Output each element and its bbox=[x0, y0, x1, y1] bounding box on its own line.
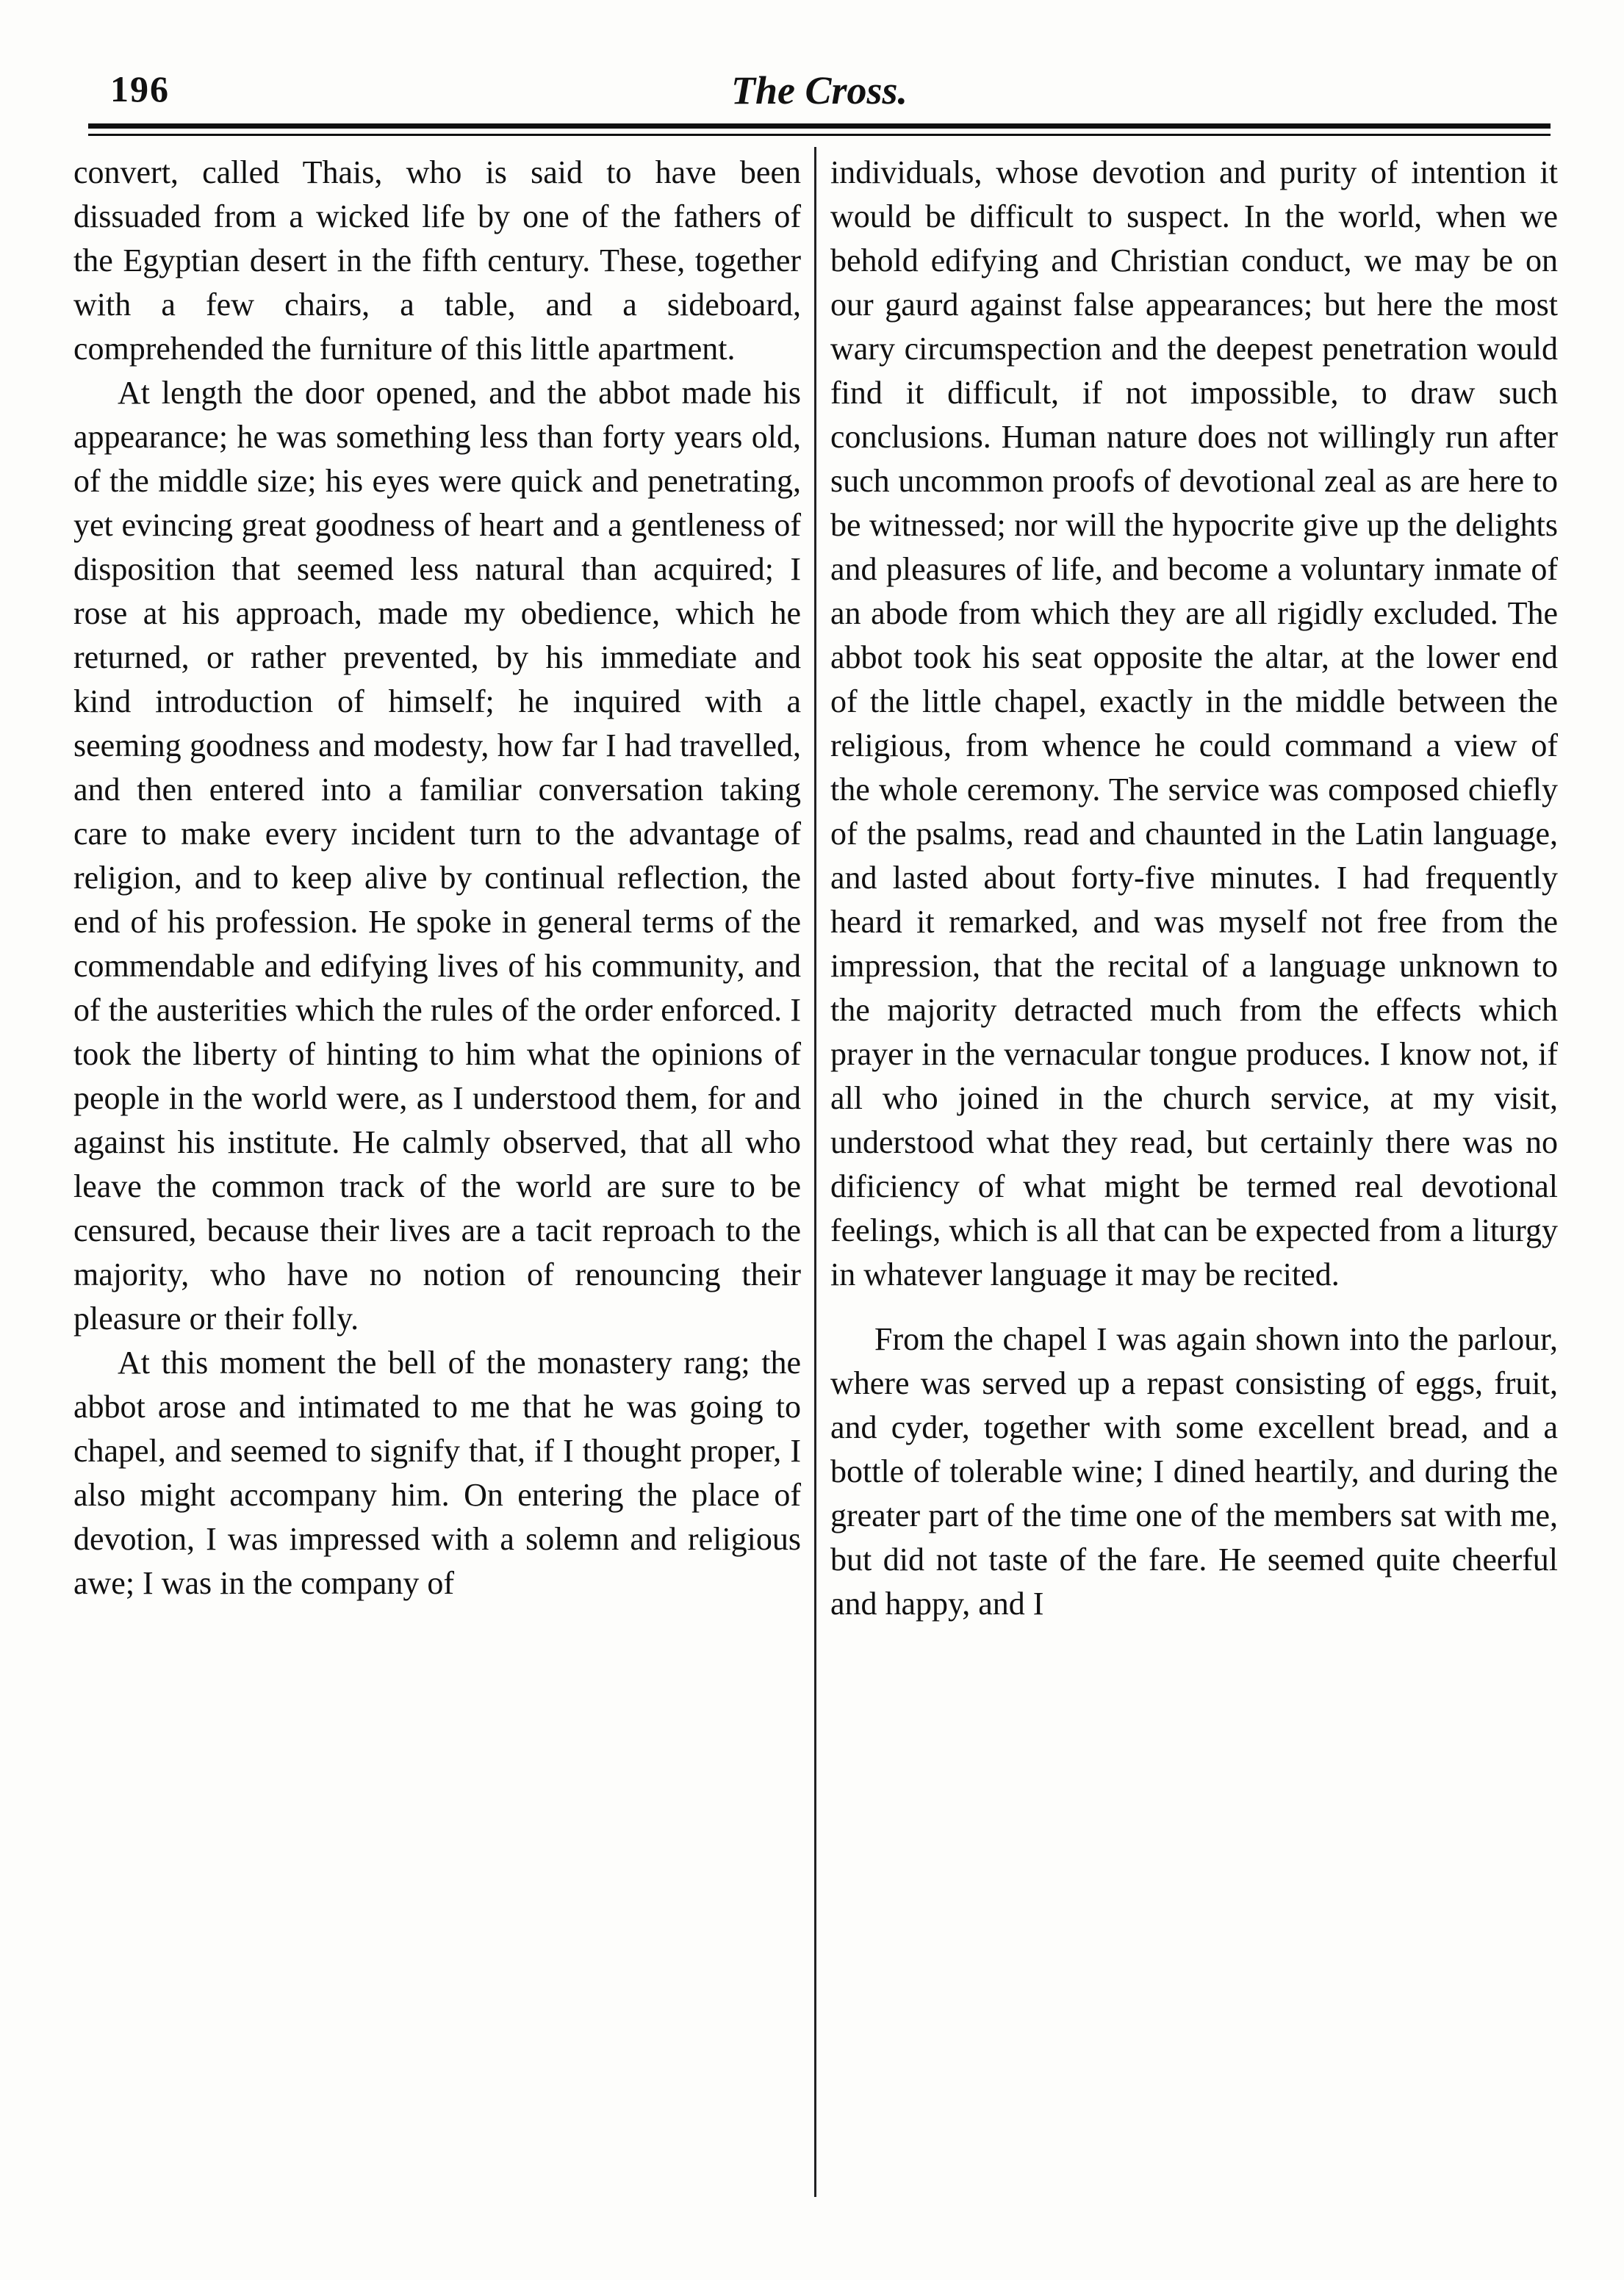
left-paragraph-3: At this moment the bell of the monastery rang; the abbot arose and intimated to me that he was going to chapel, and seemed to signify that, if I thought proper, I also might accompany him. On entering the place of devotion, I was impressed with a solemn and religious awe; I was in the company of bbox=[73, 1345, 801, 1601]
left-column bbox=[73, 151, 801, 1605]
right-column bbox=[830, 151, 1558, 1626]
page-number: 196 bbox=[110, 68, 170, 109]
left-paragraph-2: At length the door opened, and the abbot made his appearance; he was something less than forty years old, of the middle size; his eyes were quick and penetrating, yet evincing great goodness of heart and a gentleness of disposition that seemed less natural than acquired; I rose at his approach, made my obedience, which he returned, or rather prevented, by his immediate and kind introduction of himself; he inquired with a seeming goodness and modesty, how far I had travelled, and then entered into a familiar conversation taking care to make every incident turn to the advantage of religion, and to keep alive by continual reflection, the end of his profession. He spoke in general terms of the commendable and edifying lives of his community, and of the austerities which the rules of the order enforced. I took the liberty of hinting to him what the opinions of people in the world were, as I understood them, for and against his institute. He calmly observed, that all who leave the common track of the world are sure to be censured, because their lives are a tacit reproach to the majority, who have no notion of renouncing their pleasure or their folly. bbox=[73, 375, 801, 1337]
header-rule bbox=[88, 123, 1551, 129]
column-divider bbox=[814, 147, 816, 2197]
right-paragraph-2: From the chapel I was again shown into the parlour, where was served up a repast consisting of eggs, fruit, and cyder, together with some excellent bread, and a bottle of tolerable wine; I dined heartily, and during the greater part of the time one of the members sat with me, but did not taste of the fare. He seemed quite cheerful and happy, and I bbox=[830, 1321, 1558, 1622]
page-header bbox=[81, 68, 1558, 119]
header-rule-thin bbox=[88, 134, 1551, 136]
right-paragraph-1: individuals, whose devotion and purity of intention it would be difficult to suspect. In the world, when we behold edifying and Christian conduct, we may be on our gaurd against false appearances; but here the most wary circumspection and the deepest penetration would find it difficult, if not impossible, to draw such conclusions. Human nature does not willingly run after such uncommon proofs of devotional zeal as are here to be witnessed; nor will the hypocrite give up the delights and pleasures of life, and become a voluntary inmate of an abode from which they are all rigidly excluded. The abbot took his seat opposite the altar, at the lower end of the little chapel, exactly in the middle between the religious, from whence he could command a view of the whole ceremony. The service was composed chiefly of the psalms, read and chaunted in the Latin language, and lasted about forty-five minutes. I had frequently heard it remarked, and was myself not free from the impression, that the recital of a language unknown to the majority detracted much from the effects which prayer in the vernacular tongue produces. I know not, if all who joined in the church service, at my visit, understood what they read, but certainly there was no dificiency of what might be termed real devotional feelings, which is all that can be expected from a liturgy in whatever language it may be recited. bbox=[830, 154, 1558, 1292]
running-title: The Cross. bbox=[730, 68, 908, 112]
left-paragraph-1: convert, called Thais, who is said to have been dissuaded from a wicked life by one of the fathers of the Egyptian desert in the fifth century. These, together with a few chairs, a table, and a sideboard, comprehended the furniture of this little apartment. bbox=[73, 154, 801, 367]
